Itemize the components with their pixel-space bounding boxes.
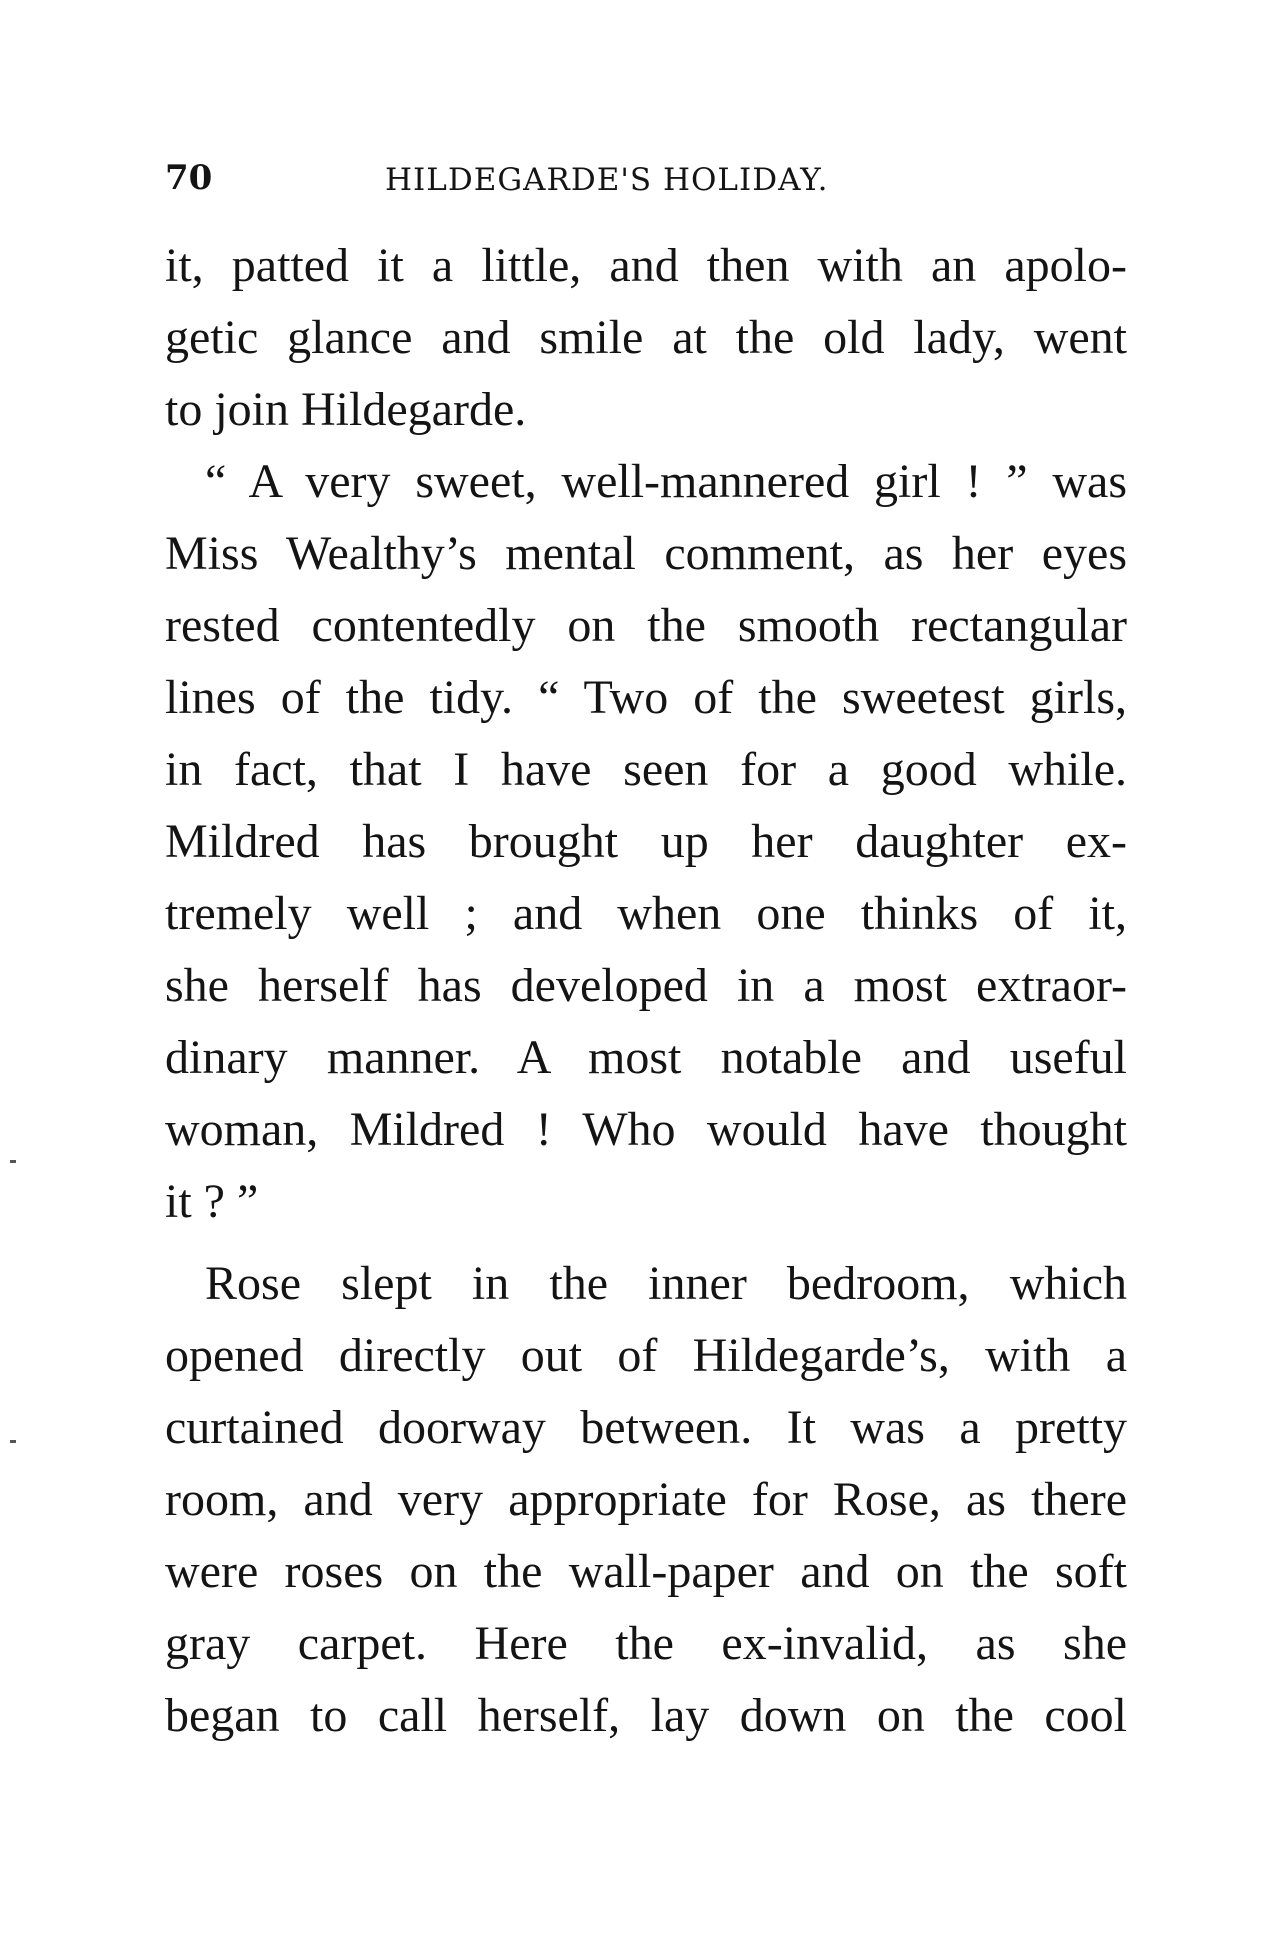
text-line: Miss Wealthy’s mental comment, as her eyes xyxy=(165,527,1127,580)
text-line: began to call herself, lay down on the cool xyxy=(165,1689,1127,1742)
text-line: “ A very sweet, well-mannered girl ! ” was xyxy=(205,455,1127,508)
margin-speck xyxy=(10,1160,16,1163)
text-line: woman, Mildred ! Who would have thought xyxy=(165,1103,1127,1156)
page-number: 70 xyxy=(165,158,213,198)
text-line: gray carpet. Here the ex-invalid, as she xyxy=(165,1617,1127,1670)
running-title: HILDEGARDE'S HOLIDAY. xyxy=(385,162,829,198)
text-line: tremely well ; and when one thinks of it, xyxy=(165,887,1127,940)
text-line: curtained doorway between. It was a pretty xyxy=(165,1401,1127,1454)
page-header xyxy=(165,158,1127,208)
text-line: opened directly out of Hildegarde’s, with a xyxy=(165,1329,1127,1382)
text-line: room, and very appropriate for Rose, as there xyxy=(165,1473,1127,1526)
text-line: it, patted it a little, and then with an apolo- xyxy=(165,239,1127,292)
text-line: rested contentedly on the smooth rectangular xyxy=(165,599,1127,652)
paragraph-gap xyxy=(165,1238,1127,1248)
text-line: in fact, that I have seen for a good while. xyxy=(165,743,1127,796)
text-line: Mildred has brought up her daughter ex- xyxy=(165,815,1127,868)
text-line: were roses on the wall-paper and on the soft xyxy=(165,1545,1127,1598)
text-line: lines of the tidy. “ Two of the sweetest girls, xyxy=(165,671,1127,724)
text-line: to join Hildegarde. xyxy=(165,383,527,436)
text-line: getic glance and smile at the old lady, went xyxy=(165,311,1127,364)
margin-speck xyxy=(10,1440,16,1443)
text-line: it ? ” xyxy=(165,1175,259,1228)
text-line: Rose slept in the inner bedroom, which xyxy=(205,1257,1127,1310)
body-text xyxy=(165,230,1127,1752)
text-line: she herself has developed in a most extraor- xyxy=(165,959,1127,1012)
text-line: dinary manner. A most notable and useful xyxy=(165,1031,1127,1084)
